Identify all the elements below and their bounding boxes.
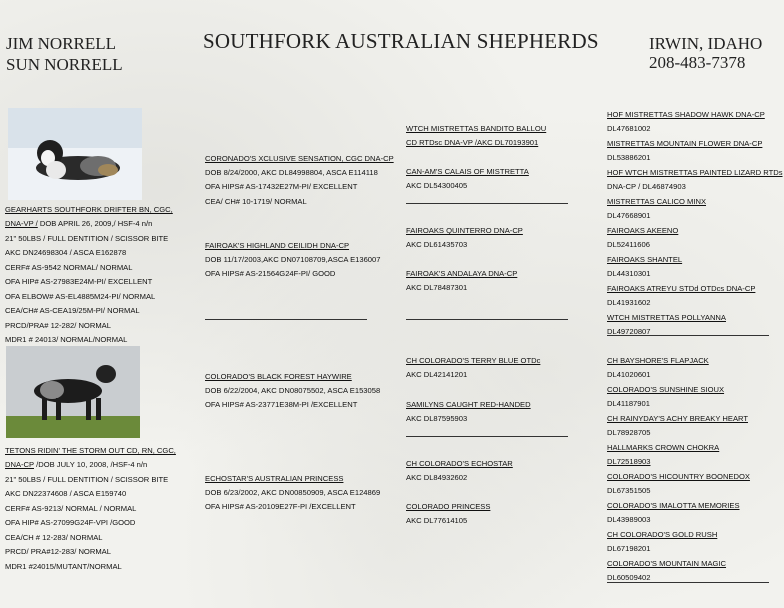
dog2-line: CEA/CH # 12-283/ NORMAL (5, 533, 103, 542)
divider (607, 335, 769, 336)
grandparent-line: AKC DL54300405 (406, 181, 468, 190)
dog1-line: AKC DN24698304 / ASCA E162878 (5, 248, 127, 257)
ggp-name: HALLMARKS CROWN CHOKRA (607, 443, 720, 452)
ggp-name: CH RAINYDAY'S ACHY BREAKY HEART (607, 414, 748, 423)
ggp-reg: DL67351505 (607, 486, 651, 495)
ggp-reg: DNA-CP / DL46874903 (607, 182, 686, 191)
ggp-name: CH COLORADO'S GOLD RUSH (607, 530, 718, 539)
dog2-line-b: /DOB JULY 10, 2008, /HSF-4 n/n (33, 460, 148, 469)
grandparent-name: SAMILYNS CAUGHT RED-HANDED (406, 400, 531, 409)
phone-number: 208-483-7378 (649, 53, 746, 72)
dog2-line: OFA HIP# AS-27099G24F-VPI /GOOD (5, 518, 136, 527)
ggp-reg: DL41020601 (607, 370, 651, 379)
ggp-name: CH BAYSHORE'S FLAPJACK (607, 356, 709, 365)
grandparent-line: AKC DL61435703 (406, 240, 468, 249)
ggp-reg: DL72518903 (607, 457, 651, 466)
dog1-line: CEA/CH# AS-CEA19/25M-PI/ NORMAL (5, 306, 140, 315)
dog1-line: PRCD/PRA# 12-282/ NORMAL (5, 321, 111, 330)
dog1-line: MDR1 # 24013/ NORMAL/NORMAL (5, 335, 128, 344)
ggp-name: WTCH MISTRETTAS POLLYANNA (607, 313, 726, 322)
dog1-line-b: DOB APRIL 26, 2009,/ HSF-4 n/n (37, 219, 153, 228)
ggp-name: COLORADO'S MOUNTAIN MAGIC (607, 559, 727, 568)
grandparent-name: CH COLORADO'S TERRY BLUE OTDc (406, 356, 541, 365)
dog1-line: OFA ELBOW# AS-EL4885M24-PI/ NORMAL (5, 292, 156, 301)
grandparent-name: COLORADO PRINCESS (406, 502, 491, 511)
parent-line: DOB 11/17/2003,AKC DN07108709,ASCA E136007 (205, 255, 381, 264)
parent-line: DOB 8/24/2000, AKC DL84998804, ASCA E114118 (205, 168, 378, 177)
ggp-name: COLORADO'S HICOUNTRY BOONEDOX (607, 472, 750, 481)
dog2-line: PRCD/ PRA#12-283/ NORMAL (5, 547, 111, 556)
parent-line: DOB 6/22/2004, AKC DN08075502, ASCA E153058 (205, 386, 381, 395)
dog1-line (5, 219, 152, 229)
dog1-line: CERF# AS-9542 NORMAL/ NORMAL (5, 263, 133, 272)
ggp-name: COLORADO'S SUNSHINE SIOUX (607, 385, 725, 394)
ggp-name: COLORADO'S IMALOTTA MEMORIES (607, 501, 740, 510)
parent-name: COLORADO'S BLACK FOREST HAYWIRE (205, 372, 352, 381)
dog2-line (5, 460, 147, 470)
ggp-name: FAIROAKS SHANTEL (607, 255, 683, 264)
dog2-line: MDR1 #24015/MUTANT/NORMAL (5, 562, 122, 571)
ggp-reg: DL47681002 (607, 124, 651, 133)
grandparent-line: CD RTDsc DNA-VP /AKC DL70193901 (406, 138, 539, 147)
owner-name-2: SUN NORRELL (6, 55, 123, 74)
dog2-line: AKC DN22374608 / ASCA E159740 (5, 489, 127, 498)
dog1-line: 21" 50LBS / FULL DENTITION / SCISSOR BITE (5, 234, 169, 243)
parent-line: DOB 6/23/2002, AKC DN00850909, ASCA E124869 (205, 488, 381, 497)
ggp-reg: DL43989003 (607, 515, 651, 524)
ggp-reg: DL67198201 (607, 544, 651, 553)
parent-line: OFA HIPS# AS-20109E27F-PI /EXCELLENT (205, 502, 356, 511)
owner-name-1: JIM NORRELL (6, 34, 117, 53)
parent-line: OFA HIPS# AS-23771E38M-PI /EXCELLENT (205, 400, 358, 409)
dog2-line: 21" 50LBS / FULL DENTITION / SCISSOR BITE (5, 475, 169, 484)
grandparent-line: AKC DL87595903 (406, 414, 468, 423)
ggp-name: MISTRETTAS MOUNTAIN FLOWER DNA-CP (607, 139, 763, 148)
ggp-reg: DL41187901 (607, 399, 650, 408)
parent-name: ECHOSTAR'S AUSTRALIAN PRINCESS (205, 474, 344, 483)
parent-name: FAIROAK'S HIGHLAND CEILIDH DNA-CP (205, 241, 350, 250)
ggp-name: FAIROAKS AKEENO (607, 226, 679, 235)
divider (607, 582, 769, 583)
ggp-reg: DL41931602 (607, 298, 651, 307)
dog2-line-a: DNA-CP (5, 460, 34, 469)
ggp-reg: DL47668901 (607, 211, 651, 220)
ggp-reg: DL53886201 (607, 153, 651, 162)
grandparent-name: WTCH MISTRETTAS BANDITO BALLOU (406, 124, 547, 133)
divider (406, 319, 568, 320)
dog-photo-drifter (8, 108, 142, 200)
ggp-reg: DL44310301 (607, 269, 651, 278)
grandparent-line: AKC DL84932602 (406, 473, 468, 482)
grandparent-line: AKC DL42141201 (406, 370, 468, 379)
dog1-line: GEARHARTS SOUTHFORK DRIFTER BN, CGC, (5, 205, 173, 214)
ggp-name: MISTRETTAS CALICO MINX (607, 197, 707, 206)
divider (406, 436, 568, 437)
grandparent-name: FAIROAKS QUINTERRO DNA-CP (406, 226, 523, 235)
parent-line: CEA/ CH# 10-1719/ NORMAL (205, 197, 307, 206)
grandparent-line: AKC DL78487301 (406, 283, 468, 292)
ggp-reg: DL49720807 (607, 327, 651, 336)
grandparent-name: CAN-AM'S CALAIS OF MISTRETTA (406, 167, 529, 176)
dog1-line: OFA HIP# AS-27983E24M-PI/ EXCELLENT (5, 277, 153, 286)
page-title: SOUTHFORK AUSTRALIAN SHEPHERDS (203, 29, 599, 53)
parent-name: CORONADO'S XCLUSIVE SENSATION, CGC DNA-CP (205, 154, 394, 163)
owner-names (6, 33, 123, 75)
ggp-reg: DL52411606 (607, 240, 650, 249)
grandparent-name: FAIROAK'S ANDALAYA DNA-CP (406, 269, 518, 278)
grandparent-line: AKC DL77614105 (406, 516, 468, 525)
dog-photo-tetons (6, 346, 140, 438)
dog1-line-a: DNA-VP / (5, 219, 38, 228)
ggp-name: HOF MISTRETTAS SHADOW HAWK DNA-CP (607, 110, 765, 119)
grandparent-name: CH COLORADO'S ECHOSTAR (406, 459, 513, 468)
divider (205, 319, 367, 320)
dog2-line: CERF# AS-9213/ NORMAL / NORMAL (5, 504, 137, 513)
ggp-name: HOF WTCH MISTRETTAS PAINTED LIZARD RTDs (607, 168, 783, 177)
dog2-line: TETONS RIDIN' THE STORM OUT CD, RN, CGC, (5, 446, 176, 455)
ggp-reg: DL60509402 (607, 573, 651, 582)
ggp-name: FAIROAKS ATREYU STDd OTDcs DNA-CP (607, 284, 756, 293)
parent-line: OFA HIPS# AS-21564G24F-PI/ GOOD (205, 269, 336, 278)
parent-line: OFA HIPS# AS-17432E27M-PI/ EXCELLENT (205, 182, 358, 191)
ggp-reg: DL78928705 (607, 428, 651, 437)
divider (406, 203, 568, 204)
location: IRWIN, IDAHO (649, 34, 763, 53)
